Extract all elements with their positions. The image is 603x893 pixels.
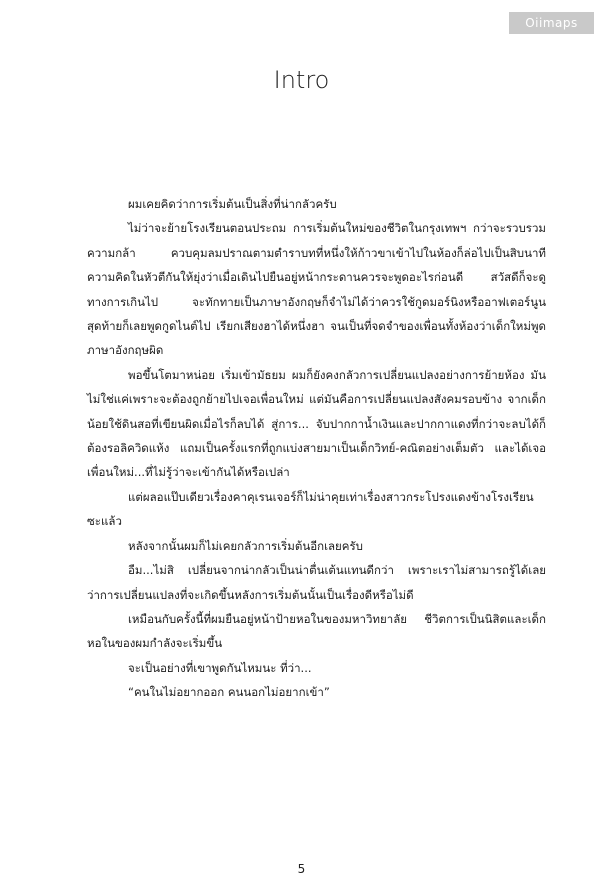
publisher-logo: Oiimaps bbox=[509, 12, 594, 34]
paragraph: พอขึ้นโตมาหน่อย เริ่มเข้ามัธยม ผมก็ยังคงกลัวการเปลี่ยนแปลงอย่างการย้ายห้อง มันไม่ใช่แค่เพราะจะต้องถูกย้ายไปเจอเพื่อนใหม่ แต่มันคือการเปลี่ยนแปลงสังคมรอบข้าง จากเด็กน้อยใช้ดินสอที่เขียนผิดเมื่อไรก็ลบได้ สู่การ... จับปากกาน้ำเงินและปากกาแดงที่กว่าจะลบได้ก็ต้องรอลิควิดแห้ง แถมเป็นครั้งแรกที่ถูกแบ่งสายมาเป็นเด็กวิทย์-คณิตอย่างเต็มตัว และได้เจอเพื่อนใหม่...ที่ไม่รู้ว่าจะเข้ากันได้หรือเปล่า bbox=[87, 367, 546, 480]
paragraph: หลังจากนั้นผมก็ไม่เคยกลัวการเริ่มต้นอีกเลยครับ bbox=[128, 538, 363, 553]
paragraph: จะเป็นอย่างที่เขาพูดกันไหมนะ ที่ว่า... bbox=[128, 660, 312, 675]
chapter-body bbox=[87, 192, 546, 705]
paragraph: ไม่ว่าจะย้ายโรงเรียนตอนประถม การเริ่มต้นใหม่ของชีวิตในกรุงเทพฯ กว่าจะรวบรวมความกล้า ควบคุมลมปราณตามตำราบทที่หนึ่งให้ก้าวขาเข้าไปในห้องก็ล่อไปเป็นสิบนาที ความคิดในหัวตีกันให้ยุ่งว่าเมื่อเดินไปยืนอยู่หน้ากระดานควรจะพูดอะไรก่อนดี สวัสดีก็จะดูทางการเกินไป จะทักทายเป็นภาษาอังกฤษก็จำไม่ได้ว่าควรใช้กูดมอร์นิงหรืออาฟเตอร์นูน สุดท้ายก็เลยพูดกูดไนต์ไป เรียกเสียงฮาได้หนึ่งฮา จนเป็นที่จดจำของเพื่อนทั้งห้องว่าเด็กใหม่พูดภาษาอังกฤษผิด bbox=[87, 221, 546, 358]
chapter-title: Intro bbox=[273, 66, 330, 94]
paragraph: แต่ผลอแป๊บเดียวเรื่องคาคุเรนเจอร์ก็ไม่น่าคุยเท่าเรื่องสาวกระโปรงแดงข้างโรงเรียนซะแล้ว bbox=[87, 489, 534, 529]
page-number: 5 bbox=[297, 862, 306, 876]
paragraph: ผมเคยคิดว่าการเริ่มต้นเป็นสิ่งที่น่ากลัวครับ bbox=[128, 197, 337, 211]
paragraph: เหมือนกับครั้งนี้ที่ผมยืนอยู่หน้าป้ายหอในของมหาวิทยาลัย ชีวิตการเป็นนิสิตและเด็กหอในของผมกำลังจะเริ่มขึ้น bbox=[87, 611, 546, 651]
paragraph: อืม...ไม่สิ เปลี่ยนจากน่ากลัวเป็นน่าตื่นเต้นแทนดีกว่า เพราะเราไม่สามารถรู้ได้เลยว่าการเปลี่ยนแปลงที่จะเกิดขึ้นหลังการเริ่มต้นนั้นเป็นเรื่องดีหรือไม่ดี bbox=[87, 563, 546, 602]
closing-quote: “คนในไม่อยากออก คนนอกไม่อยากเข้า” bbox=[128, 685, 330, 700]
